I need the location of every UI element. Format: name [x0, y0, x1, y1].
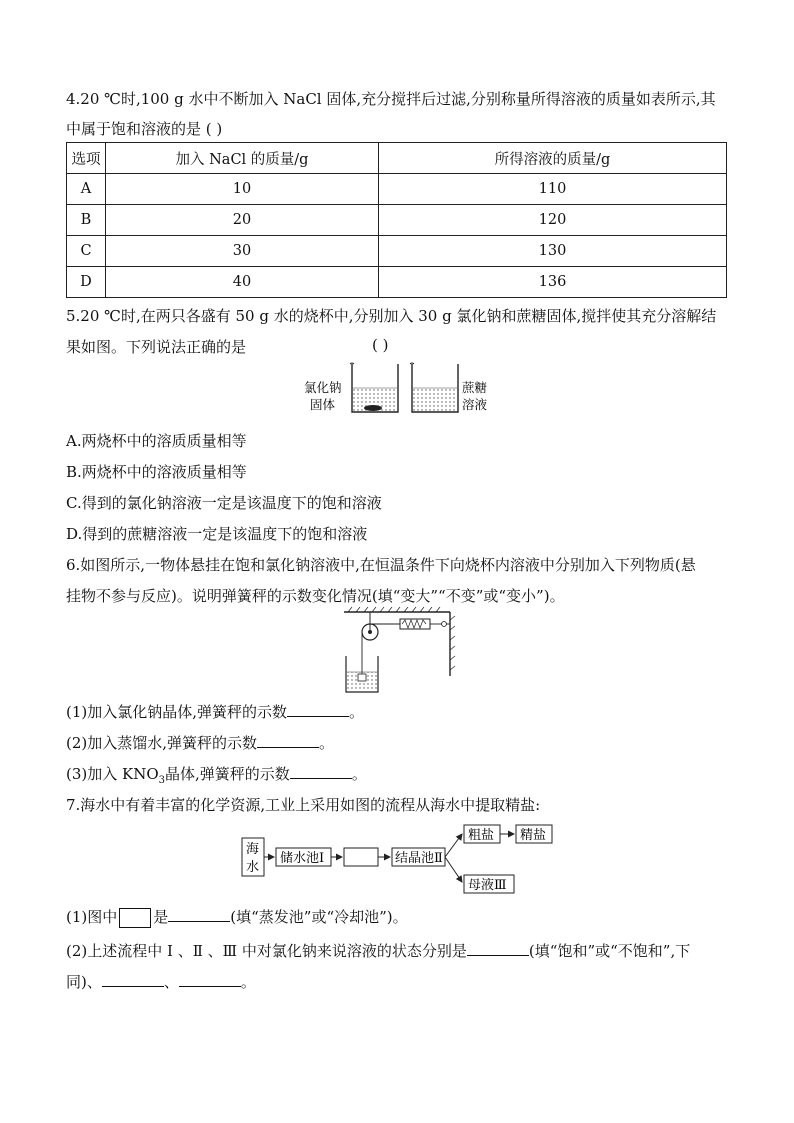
q5-option-b: B.两烧杯中的溶液质量相等 [66, 463, 247, 481]
q5-stem-line2: 果如图。下列说法正确的是 [66, 338, 247, 356]
refined-salt-text: 精盐 [520, 828, 547, 843]
spring-scale-figure [338, 606, 458, 694]
q6-blank-1[interactable] [287, 702, 349, 717]
q6-blank-3[interactable] [290, 764, 352, 779]
q7-blank-1[interactable] [168, 907, 230, 922]
table-header: 所得溶液的质量/g [379, 143, 727, 174]
q6-sub3-subscript: 3 [158, 775, 166, 786]
q7-sub1-mid: 是 [153, 908, 169, 926]
table-cell: 20 [106, 205, 379, 236]
table-row [67, 205, 727, 236]
flow-diagram [240, 820, 560, 900]
table-cell: A [67, 174, 106, 205]
q6-sub1 [66, 701, 364, 722]
q6-sub3-post: 晶体,弹簧秤的示数 [165, 765, 290, 783]
table-cell: 10 [106, 174, 379, 205]
q4-stem-line1: 4.20 ℃时,100 g 水中不断加入 NaCl 固体,充分搅拌后过滤,分别称量所得溶液的质量如表所示,其 [66, 90, 716, 108]
q6-stem-line2: 挂物不参与反应)。说明弹簧秤的示数变化情况(填“变大”“不变”或“变小”)。 [66, 587, 565, 605]
solid-sediment [364, 405, 382, 411]
q7-sub1 [66, 906, 408, 928]
label-solid: 固体 [310, 397, 336, 412]
table-cell: 40 [106, 267, 379, 298]
q7-sub1-pre: (1)图中 [66, 908, 118, 926]
table-header-row [67, 143, 727, 174]
table-cell: C [67, 236, 106, 267]
q6-sub3-pre: (3)加入 KNO [66, 765, 159, 783]
blank-pool-box[interactable] [344, 848, 378, 866]
hanging-object [358, 674, 366, 681]
table-cell: D [67, 267, 106, 298]
q7-blank-2[interactable] [467, 941, 529, 956]
q4-table [66, 142, 727, 298]
table-cell: 110 [379, 174, 727, 205]
beakers-figure [300, 360, 490, 422]
storage-text: 储水池Ⅰ [280, 851, 325, 866]
q7-sub1-post: (填“蒸发池”或“冷却池”)。 [230, 908, 408, 926]
q5-option-a: A.两烧杯中的溶质质量相等 [66, 432, 247, 450]
q7-end: 。 [240, 973, 256, 991]
q7-blank-4[interactable] [179, 972, 241, 987]
table-cell: 130 [379, 236, 727, 267]
q6-sub2-end: 。 [319, 734, 335, 752]
table-cell: B [67, 205, 106, 236]
q6-stem-line1: 6.如图所示,一物体悬挂在饱和氯化钠溶液中,在恒温条件下向烧杯内溶液中分别加入下列物质(悬 [66, 556, 696, 574]
q7-sub2-line2 [66, 971, 256, 992]
q7-separator: 、 [163, 973, 179, 991]
label-sucrose: 蔗糖 [462, 380, 488, 395]
table-cell: 30 [106, 236, 379, 267]
mother-liquor-text: 母液Ⅲ [468, 878, 507, 893]
q5-option-c: C.得到的氯化钠溶液一定是该温度下的饱和溶液 [66, 494, 382, 512]
q7-sub2-post: (填“饱和”或“不饱和”,下 [528, 942, 691, 960]
seawater-text-2: 水 [246, 860, 260, 875]
table-cell: 136 [379, 267, 727, 298]
q5-answer-paren: ( ) [372, 336, 389, 354]
label-solution: 溶液 [462, 397, 488, 412]
crystal-text: 结晶池Ⅱ [395, 851, 443, 866]
table-header: 加入 NaCl 的质量/g [106, 143, 379, 174]
q5-stem-line1: 5.20 ℃时,在两只各盛有 50 g 水的烧杯中,分别加入 30 g 氯化钠和蔗糖固体,搅拌使其充分溶解结 [66, 307, 717, 325]
q7-sub2-line2-pre: 同)、 [66, 973, 102, 991]
q5-option-d: D.得到的蔗糖溶液一定是该温度下的饱和溶液 [66, 525, 368, 543]
table-cell: 120 [379, 205, 727, 236]
q6-blank-2[interactable] [257, 733, 319, 748]
q7-sub2-pre: (2)上述流程中 Ⅰ 、Ⅱ 、Ⅲ 中对氯化钠来说溶液的状态分别是 [66, 942, 467, 960]
q6-sub1-end: 。 [349, 703, 365, 721]
q7-inline-box [119, 908, 151, 928]
q6-sub2-text: (2)加入蒸馏水,弹簧秤的示数 [66, 734, 258, 752]
q6-sub3 [66, 763, 367, 786]
table-row [67, 267, 727, 298]
q7-sub2 [66, 940, 690, 961]
seawater-text-1: 海 [246, 842, 260, 857]
q6-sub1-text: (1)加入氯化钠晶体,弹簧秤的示数 [66, 703, 288, 721]
q6-sub3-end: 。 [351, 765, 367, 783]
crude-salt-text: 粗盐 [468, 828, 495, 843]
q7-stem-line1: 7.海水中有着丰富的化学资源,工业上采用如图的流程从海水中提取精盐: [66, 796, 541, 814]
label-nacl: 氯化钠 [304, 380, 342, 395]
q4-stem-line2: 中属于饱和溶液的是 ( ) [66, 120, 223, 138]
table-row [67, 236, 727, 267]
table-row [67, 174, 727, 205]
q7-blank-3[interactable] [102, 972, 164, 987]
q6-sub2 [66, 732, 334, 753]
table-header: 选项 [67, 143, 106, 174]
